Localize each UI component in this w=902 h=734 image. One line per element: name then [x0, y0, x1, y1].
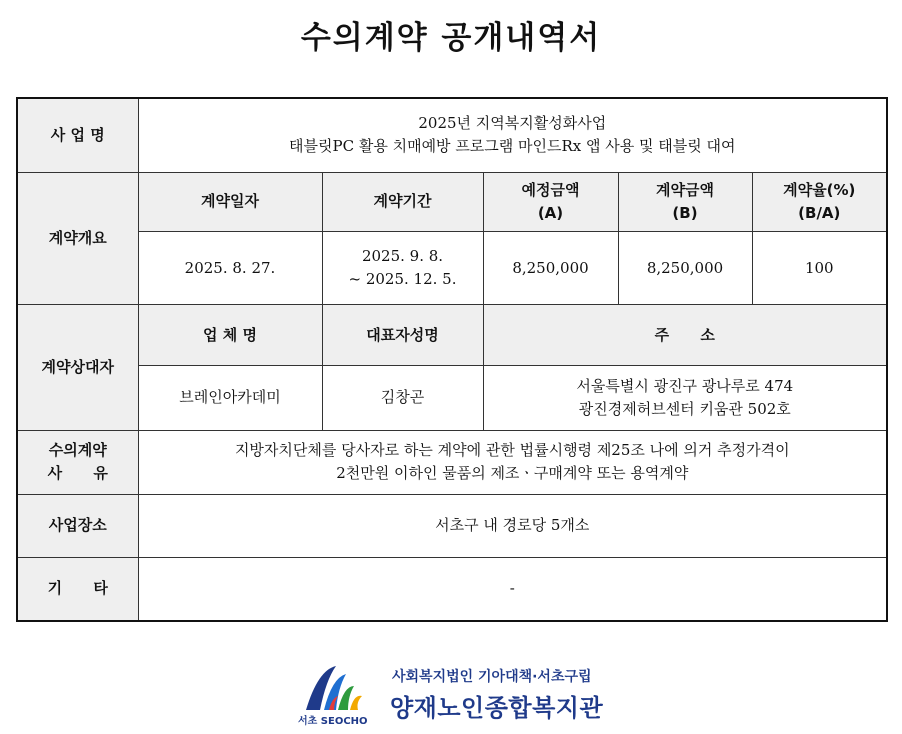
etc-row: [17, 558, 887, 621]
contract-overview-label: 계약개요: [17, 172, 138, 304]
header-representative: 대표자성명: [322, 305, 483, 366]
contract-date-value: 2025. 8. 27.: [138, 232, 322, 305]
business-row: [17, 98, 887, 172]
business-name: [138, 98, 887, 172]
reason-text: [138, 430, 887, 494]
estimated-amount-value: 8,250,000: [483, 232, 618, 305]
header-contract-date: 계약일자: [138, 172, 322, 231]
header-estimated-amount: [483, 172, 618, 231]
header-address: 주 소: [483, 305, 887, 366]
reason-label-line2: 사 유: [47, 464, 108, 483]
reason-text-line2: 2천만원 이하인 물품의 제조ㆍ구매계약 또는 용역계약: [336, 464, 689, 483]
reason-row: [17, 430, 887, 494]
location-label: 사업장소: [17, 494, 138, 557]
business-name-line2: 태블릿PC 활용 치매예방 프로그램 마인드Rx 앱 사용 및 태블릿 대여: [289, 137, 736, 156]
header-contract-period: 계약기간: [322, 172, 483, 231]
representative-value: 김창곤: [322, 366, 483, 430]
header-rate-line1: 계약율(%): [783, 180, 856, 199]
contract-disclosure-table: [16, 97, 888, 622]
header-rate-line2: (B/A): [798, 203, 841, 222]
reason-label: [17, 430, 138, 494]
company-name-value: 브레인아카데미: [138, 366, 322, 430]
address-line1: 서울특별시 광진구 광나루로 474: [576, 376, 794, 395]
org-logo: [296, 660, 616, 726]
logo-city-text: 서초 SEOCHO: [298, 716, 368, 727]
header-estimated-line2: (A): [537, 203, 564, 222]
reason-text-line1: 지방자치단체를 당사자로 하는 계약에 관한 법률시행령 제25조 나에 의거 추정가격이: [234, 441, 790, 460]
etc-label: 기 타: [17, 558, 138, 621]
counterparty-label: 계약상대자: [17, 305, 138, 430]
location-row: [17, 494, 887, 557]
counterparty-header-row: [17, 305, 887, 366]
header-contract-rate: [752, 172, 887, 231]
header-company-name: 업 체 명: [138, 305, 322, 366]
contract-overview-header-row: [17, 172, 887, 231]
contract-amount-value: 8,250,000: [618, 232, 752, 305]
counterparty-values-row: [17, 366, 887, 430]
contract-rate-value: 100: [752, 232, 887, 305]
header-amount-line1: 계약금액: [656, 180, 714, 199]
contract-period-line2: ~ 2025. 12. 5.: [348, 270, 457, 289]
org-name-small: 사회복지법인 기아대책·서초구립: [392, 669, 592, 685]
reason-label-line1: 수의계약: [48, 441, 107, 460]
address-line2: 광진경제허브센터 키움관 502호: [578, 400, 791, 419]
business-label: 사 업 명: [17, 98, 138, 172]
header-contract-amount: [618, 172, 752, 231]
etc-value: -: [138, 558, 887, 621]
address-value: [483, 366, 887, 430]
business-name-line1: 2025년 지역복지활성화사업: [418, 114, 607, 133]
contract-period-line1: 2025. 9. 8.: [361, 246, 444, 265]
contract-overview-values-row: [17, 232, 887, 305]
contract-period-value: [322, 232, 483, 305]
header-amount-line2: (B): [672, 203, 698, 222]
page-title: 수의계약 공개내역서: [300, 20, 602, 56]
header-estimated-line1: 예정금액: [521, 180, 580, 199]
location-value: 서초구 내 경로당 5개소: [138, 494, 887, 557]
org-name-large: 양재노인종합복지관: [390, 694, 604, 722]
